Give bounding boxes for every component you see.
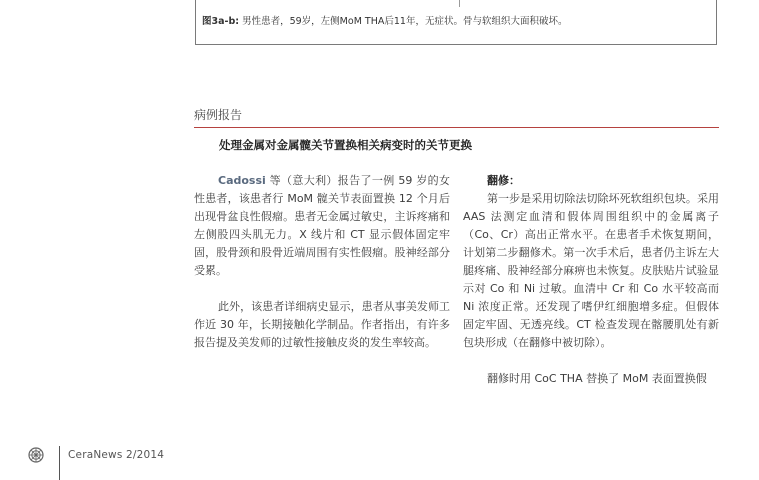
section-divider: [194, 127, 719, 128]
left-column: [194, 172, 450, 352]
article-title: 处理金属对金属髋关节置换相关病变时的关节更换: [219, 138, 472, 152]
footer-divider: [59, 446, 60, 480]
left-paragraph-1: [194, 172, 450, 280]
table-divider: [459, 0, 460, 7]
revision-subheading: 翻修：: [487, 174, 520, 187]
right-paragraph-2: 翻修时用 CoC THA 替换了 MoM 表面置换假: [487, 372, 707, 385]
figure-label: 图3a-b:: [202, 16, 240, 27]
figure-caption-text: 男性患者，59岁，左侧MoM THA后11年，无症状。骨与软组织大面积破坏。: [239, 16, 568, 27]
ceramtec-logo-icon: [28, 447, 44, 463]
author-name: Cadossi: [218, 174, 266, 187]
section-label: 病例报告: [194, 108, 243, 122]
left-paragraph-1-text: 等（意大利）报告了一例 59 岁的女性患者，该患者行 MoM 髋关节表面置换 12 个月后出现骨盆良性假瘤。患者无金属过敏史，主诉疼痛和左侧股四头肌无力。X 线片和 CT 显示假体固定牢固，股骨颈和股骨近端周围有实性假瘤。股神经部分受累。: [194, 174, 450, 277]
figure-caption-box: [195, 0, 717, 45]
right-paragraph-1: 第一步是采用切除法切除坏死软组织包块。采用 AAS 法测定血清和假体周围组织中的金属离子（Co、Cr）高出正常水平。在患者手术恢复期间，计划第二步翻修术。第一次手术后，患者仍主诉左大腿疼痛、股神经部分麻痹也未恢复。皮肤贴片试验显示对 Co 和 Ni 过敏。血清中 Cr 和 Co 水平较高而 Ni 浓度正常。还发现了嗜伊红细胞增多症。但假体固定牢固、无透亮线。CT 检查发现在髂腰肌处有新包块形成（在翻修中被切除）。: [463, 192, 719, 349]
publication-label: CeraNews 2/2014: [68, 449, 165, 461]
left-paragraph-2: 此外，该患者详细病史显示，患者从事美发师工作近 30 年，长期接触化学制品。作者指出，有许多报告提及美发师的过敏性接触皮炎的发生率较高。: [194, 300, 450, 349]
figure-caption: [202, 15, 712, 29]
right-column: [463, 172, 719, 388]
